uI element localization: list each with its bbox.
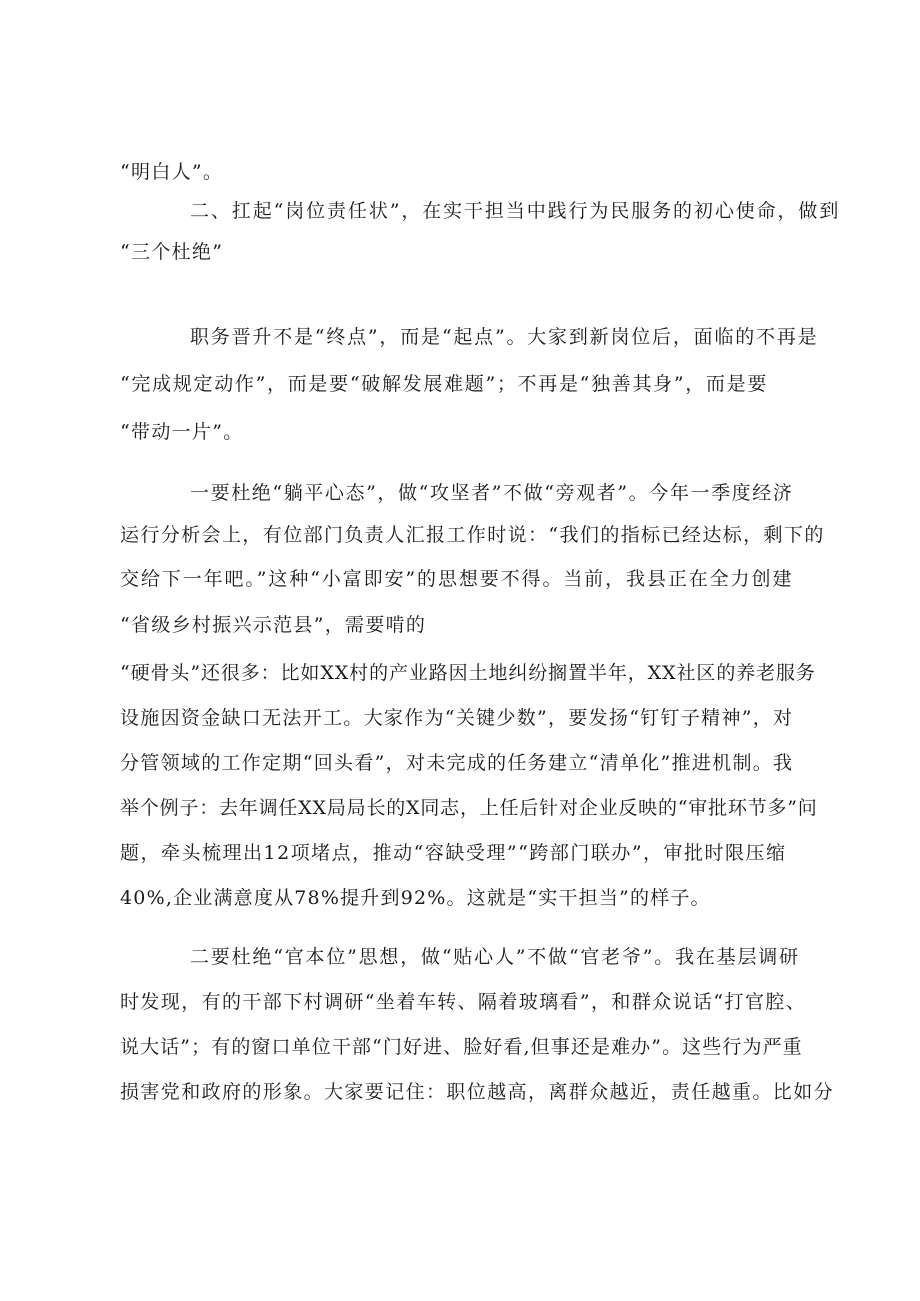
text-line: 时发现，有的干部下村调研“坐着车转、隔着玻璃看”，和群众说话“打官腔、 [120, 991, 807, 1013]
text-line: 二要杜绝“官本位”思想，做“贴心人”不做“官老爷”。我在基层调研 [190, 946, 800, 968]
text-line: 40%,企业满意度从78%提升到92%。这就是“实干担当”的样子。 [120, 887, 711, 909]
section-heading: “三个杜绝” [120, 241, 224, 263]
text-line: 交给下一年吧。”这种“小富即安”的思想要不得。当前，我县正在全力创建 [120, 568, 794, 590]
text-line: 说大话”；有的窗口单位干部“门好进、脸好看,但事还是难办”。这些行为严重 [120, 1036, 803, 1058]
text-line: “明白人”。 [120, 161, 224, 183]
section-heading: 二、扛起“岗位责任状”，在实干担当中践行为民服务的初心使命，做到 [190, 200, 841, 222]
text-line: 职务晋升不是“终点”，而是“起点”。大家到新岗位后，面临的不再是 [190, 326, 819, 348]
text-line: “硬骨头”还很多：比如XX村的产业路因土地纠纷搁置半年，XX社区的养老服务 [120, 662, 816, 684]
text-line: “省级乡村振兴示范县”，需要啃的 [120, 614, 427, 636]
text-line: 运行分析会上，有位部门负责人汇报工作时说：“我们的指标已经达标，剩下的 [120, 524, 825, 546]
text-line: 题，牵头梳理出12项堵点，推动“容缺受理”“跨部门联办”，审批时限压缩 [120, 842, 787, 864]
text-line: 设施因资金缺口无法开工。大家作为“关键少数”，要发扬“钉钉子精神”，对 [120, 707, 794, 729]
text-line: 举个例子：去年调任XX局局长的X同志，上任后针对企业反映的“审批环节多”问 [120, 797, 818, 819]
text-line: 分管领域的工作定期“回头看”，对未完成的任务建立“清单化”推进机制。我 [120, 752, 794, 774]
text-line: “带动一片”。 [120, 421, 244, 443]
text-line: 损害党和政府的形象。大家要记住：职位越高，离群众越近，责任越重。比如分 [120, 1081, 835, 1103]
text-line: 一要杜绝“躺平心态”，做“攻坚者”不做“旁观者”。今年一季度经济 [190, 482, 794, 504]
text-line: “完成规定动作”，而是要“破解发展难题”；不再是“独善其身”，而是要 [120, 373, 769, 395]
